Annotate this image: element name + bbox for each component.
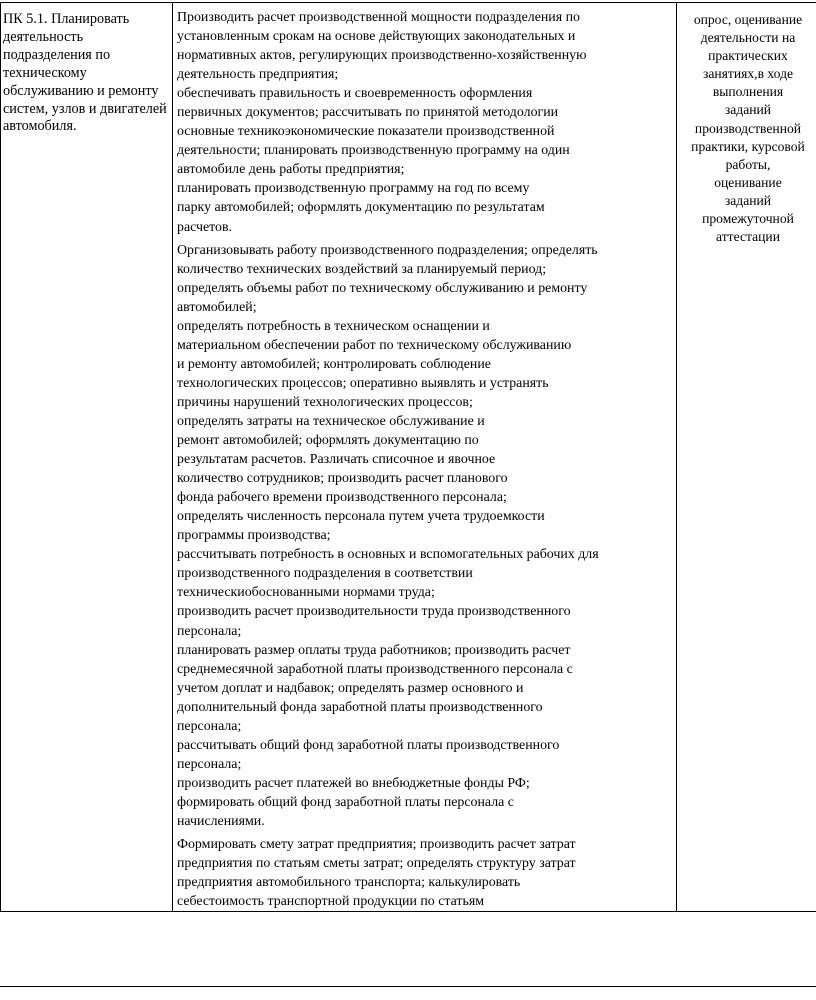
- table-row: [1, 3, 816, 912]
- assessment-line: опрос, оценивание: [693, 12, 803, 27]
- skill-line: деятельности; планировать производственную программу на один: [177, 143, 570, 159]
- skill-line: основные техникоэкономические показатели производственной: [177, 124, 555, 140]
- skill-line: среднемесячной заработной платы производственного персонала с: [177, 661, 573, 677]
- skill-line: себестоимость транспортной продукции по статьям: [177, 894, 485, 910]
- skill-line: программы производства;: [177, 528, 331, 544]
- skill-line: производственного подразделения в соответствии: [177, 566, 473, 582]
- skill-line: причины нарушений технологических процессов;: [177, 394, 473, 410]
- skill-line: материальном обеспечении работ по техническому обслуживанию: [177, 337, 572, 353]
- skill-line: расчетов.: [177, 219, 233, 235]
- skill-line: определять численность персонала путем учета трудоемкости: [177, 509, 545, 525]
- skill-line: парку автомобилей; оформлять документацию по результатам: [177, 200, 545, 216]
- competency-table: [0, 2, 816, 912]
- skill-line: Организовывать работу производственного подразделения; определять: [177, 242, 598, 258]
- skill-line: персонала;: [177, 718, 242, 734]
- skills-text: [173, 3, 676, 911]
- skill-line: автомобилей;: [177, 299, 257, 315]
- skill-line: планировать размер оплаты труда работников; производить расчет: [177, 642, 571, 658]
- skill-line: ремонт автомобилей; оформлять документацию по: [177, 433, 479, 449]
- skill-line: результатам расчетов. Различать списочное и явочное: [177, 452, 496, 468]
- skill-line: и ремонту автомобилей; контролировать соблюдение: [177, 356, 491, 372]
- skill-line: рассчитывать общий фонд заработной платы производственного: [177, 737, 560, 753]
- assessment-line: промежуточной: [702, 211, 794, 227]
- skill-line: предприятия автомобильного транспорта; калькулировать: [177, 875, 521, 891]
- skill-line: планировать производственную программу на год по всему: [177, 181, 530, 197]
- skill-line: установленным срокам на основе действующих законодательных и: [177, 29, 576, 45]
- skill-line: фонда рабочего времени производственного персонала;: [177, 490, 507, 506]
- page-bottom-rule: [0, 986, 816, 987]
- skills-cell: [173, 3, 677, 912]
- assessment-line: оценивание: [714, 174, 782, 190]
- assessment-line: аттестации: [716, 229, 780, 245]
- assessment-text: [677, 3, 816, 246]
- skill-line: определять затраты на техническое обслуживание и: [177, 413, 485, 429]
- skill-line: рассчитывать потребность в основных и вспомогательных рабочих для: [177, 547, 599, 563]
- skill-line: учетом доплат и надбавок; определять размер основного и: [177, 680, 524, 696]
- skill-line: автомобиле день работы предприятия;: [177, 162, 405, 178]
- skill-line: Производить расчет производственной мощности подразделения по: [177, 10, 580, 25]
- competency-cell: [1, 3, 173, 912]
- skill-line: предприятия по статьям сметы затрат; определять структуру затрат: [177, 856, 576, 872]
- skill-line: нормативных актов, регулирующих производственно-хозяйственную: [177, 48, 587, 64]
- skill-line: количество технических воздействий за планируемый период;: [177, 261, 547, 277]
- assessment-line: работы,: [725, 156, 771, 172]
- assessment-line: деятельности на: [700, 30, 796, 46]
- skill-line: техническиобоснованными нормами труда;: [177, 585, 435, 601]
- skill-line: начислениями.: [177, 813, 265, 829]
- skill-line: определять объемы работ по техническому обслуживанию и ремонту: [177, 280, 588, 296]
- skill-line: персонала;: [177, 623, 242, 639]
- competency-text: ПК 5.1. Планировать деятельность подразделения по техническому обслуживанию и ремонту систем, узлов и двигателей автомобиля.: [3, 11, 167, 135]
- skill-line: производить расчет платежей во внебюджетные фонды РФ;: [177, 775, 530, 791]
- skill-line: количество сотрудников; производить расчет планового: [177, 471, 508, 487]
- skill-line: первичных документов; рассчитывать по принятой методологии: [177, 105, 559, 121]
- assessment-line: заданий: [724, 102, 772, 118]
- assessment-line: практических: [708, 48, 788, 64]
- skill-line: технологических процессов; оперативно выявлять и устранять: [177, 375, 549, 391]
- skill-line: определять потребность в техническом оснащении и: [177, 318, 490, 334]
- assessment-line: практики, курсовой: [691, 138, 805, 154]
- assessment-cell: [677, 3, 816, 912]
- skill-line: производить расчет производительности труда производственного: [177, 604, 571, 620]
- skill-line: деятельность предприятия;: [177, 67, 339, 83]
- skill-line: дополнительный фонда заработной платы производственного: [177, 699, 543, 715]
- skill-line: Формировать смету затрат предприятия; производить расчет затрат: [177, 837, 576, 853]
- assessment-line: занятиях,в ходе: [702, 66, 794, 82]
- assessment-line: производственной: [694, 120, 802, 136]
- assessment-line: выполнения: [712, 84, 784, 100]
- assessment-line: заданий: [724, 192, 772, 208]
- skill-line: формировать общий фонд заработной платы персонала с: [177, 794, 514, 810]
- skill-line: обеспечивать правильность и своевременность оформления: [177, 86, 533, 102]
- skill-line: персонала;: [177, 756, 242, 772]
